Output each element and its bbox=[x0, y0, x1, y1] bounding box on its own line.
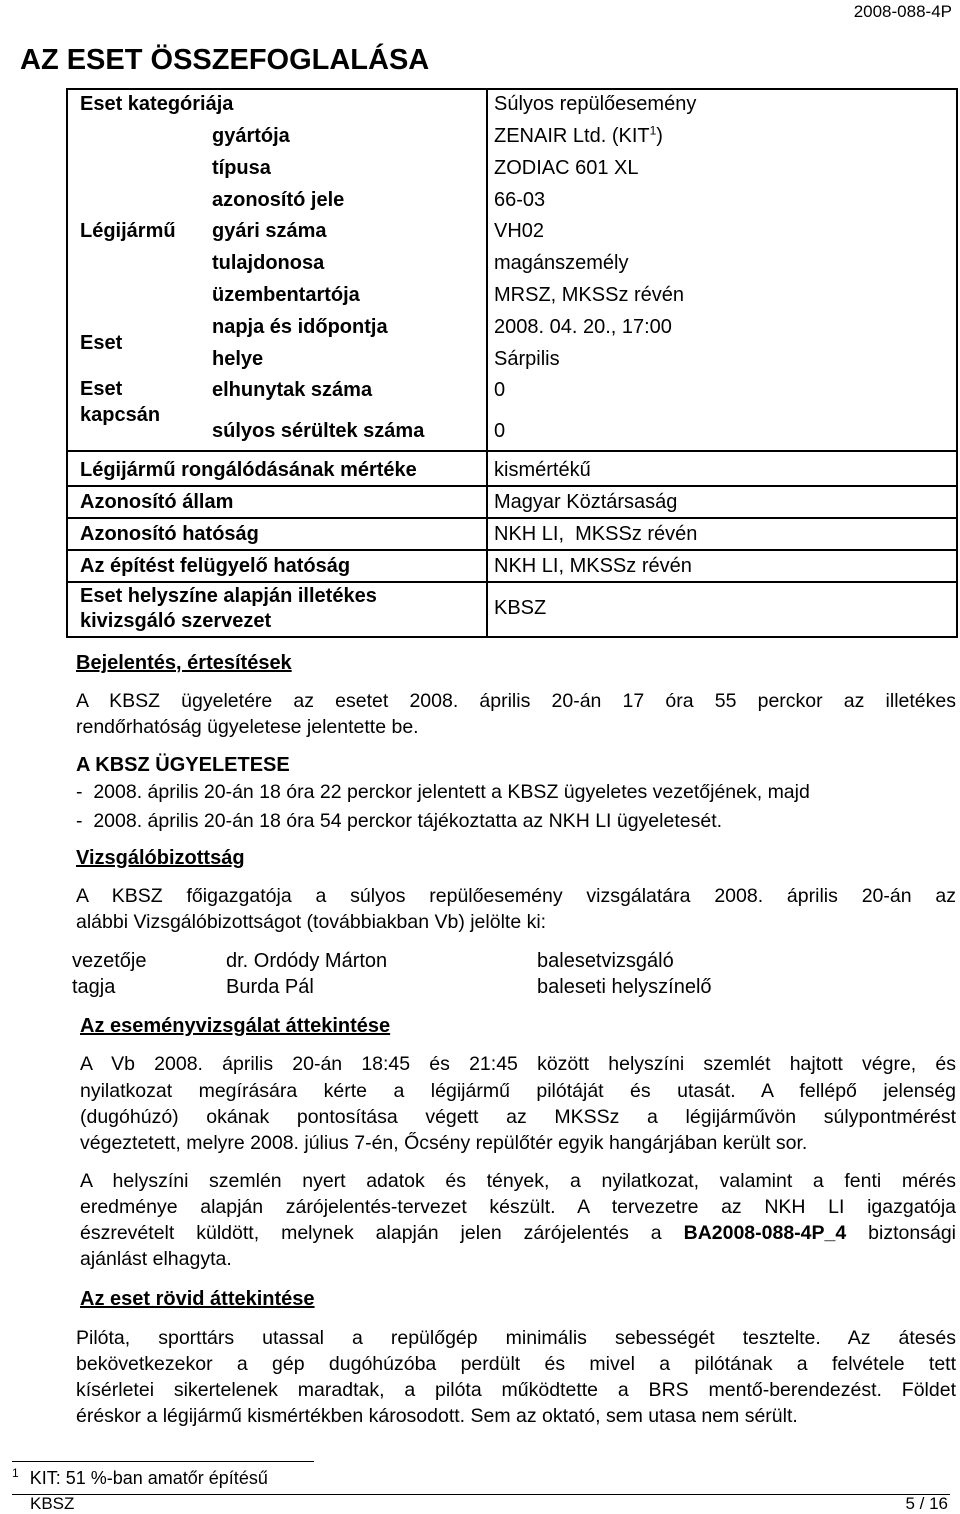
lower-row-value: NKH LI, MKSSz révén bbox=[494, 523, 698, 545]
event-row-value: 2008. 04. 20., 17:00 bbox=[494, 316, 672, 338]
member-name: Burda Pál bbox=[226, 976, 314, 998]
casualty-row-label: súlyos sérültek száma bbox=[212, 420, 425, 442]
event-row-value: Sárpilis bbox=[494, 348, 560, 370]
casualty-row-value: 0 bbox=[494, 420, 506, 442]
category-value: Súlyos repülőesemény bbox=[494, 93, 697, 115]
committee-paragraph-line: A KBSZ főigazgatója a súlyos repülőesemény vizsgálatára 2008. április 20-án az bbox=[76, 885, 956, 907]
notifications-heading: Bejelentés, értesítések bbox=[76, 652, 292, 674]
aircraft-row-label: típusa bbox=[212, 157, 271, 179]
overview-heading: Az eseményvizsgálat áttekintése bbox=[80, 1015, 391, 1037]
member-name: dr. Ordódy Márton bbox=[226, 950, 388, 972]
lower-row-label: Az építést felügyelő hatóság bbox=[80, 555, 351, 577]
overview-paragraph-line: végeztetett, melyre 2008. július 7-én, Őcsény repülőtér egyik hangárjában került sor. bbox=[80, 1132, 808, 1154]
overview-paragraph-line: (dugóhúzó) okának pontosítása végett az MKSSz a légijárművön súlypontmérést bbox=[80, 1106, 956, 1128]
brief-paragraph-line: bekövetkezekor a gép dugóhúzóba perdült és mivel a pilótának a felvétele tett bbox=[76, 1353, 956, 1375]
aircraft-label: Légijármű bbox=[80, 220, 176, 242]
last-row-label: kivizsgáló szervezet bbox=[80, 610, 272, 632]
committee-paragraph-line: alábbi Vizsgálóbizottságot (továbbiakban Vb) jelölte ki: bbox=[76, 911, 547, 933]
casualty-row-label: elhunytak száma bbox=[212, 379, 373, 401]
footnote bbox=[12, 1468, 268, 1489]
overview-paragraph-line: A Vb 2008. április 20-án 18:45 és 21:45 között helyszíni szemlét hajtott végre, és bbox=[80, 1053, 956, 1075]
lower-row-label: Azonosító állam bbox=[80, 491, 234, 513]
casualty-row-value: 0 bbox=[494, 379, 506, 401]
notifications-paragraph-line: A KBSZ ügyeletére az esetet 2008. április 20-án 17 óra 55 perckor az illetékes bbox=[76, 690, 956, 712]
footnote-ref: 1 bbox=[649, 123, 657, 138]
footnote-separator bbox=[12, 1461, 314, 1462]
aircraft-row-label: gyártója bbox=[212, 125, 290, 147]
member-function: baleseti helyszínelő bbox=[537, 976, 712, 998]
notifications-paragraph-line: rendőrhatóság ügyeletese jelentette be. bbox=[76, 716, 419, 738]
last-row-label: Eset helyszíne alapján illetékes bbox=[80, 585, 377, 607]
aircraft-row-label: gyári száma bbox=[212, 220, 327, 242]
footer-rule bbox=[12, 1494, 950, 1495]
duty-heading: A KBSZ ÜGYELETESE bbox=[76, 754, 290, 776]
aircraft-row-label: üzembentartója bbox=[212, 284, 360, 306]
category-label: Eset kategóriája bbox=[80, 93, 234, 115]
duty-item: - 2008. április 20-án 18 óra 54 perckor tájékoztatta az NKH LI ügyeletesét. bbox=[76, 810, 723, 832]
casualty-label: kapcsán bbox=[80, 404, 161, 426]
casualty-label: Eset bbox=[80, 378, 123, 400]
aircraft-row-value: ZENAIR Ltd. (KIT$^1$) bbox=[494, 123, 663, 147]
overview-paragraph-line: nyilatkozat megírására kérte a légijármű pilótáját és utasát. A fellépő jelenség bbox=[80, 1080, 956, 1102]
member-function: balesetvizsgáló bbox=[537, 950, 674, 972]
event-row-label: napja és időpontja bbox=[212, 316, 388, 338]
page-title: AZ ESET ÖSSZEFOGLALÁSA bbox=[20, 44, 430, 76]
brief-paragraph-line: éréskor a légijármű kismértékben károsodott. Sem az oktató, sem utasa nem sérült. bbox=[76, 1405, 798, 1427]
event-row-label: helye bbox=[212, 348, 264, 370]
last-row-value: KBSZ bbox=[494, 597, 547, 619]
document-id: 2008-088-4P bbox=[853, 2, 952, 21]
lower-row-value: Magyar Köztársaság bbox=[494, 491, 678, 513]
page-number: 5 / 16 bbox=[905, 1494, 948, 1513]
footnote-number: 1 bbox=[12, 1466, 19, 1480]
committee-heading: Vizsgálóbizottság bbox=[76, 847, 245, 869]
member-role: tagja bbox=[72, 976, 116, 998]
lower-row-value: kismértékű bbox=[494, 459, 591, 481]
brief-paragraph-line: Pilóta, sporttárs utassal a repülőgép minimális sebességét tesztelte. Az átesés bbox=[76, 1327, 956, 1349]
footer-left: KBSZ bbox=[30, 1494, 75, 1513]
overview-paragraph-line: A helyszíni szemlén nyert adatok és tények, a nyilatkozat, valamint a fenti mérés bbox=[80, 1170, 956, 1192]
aircraft-row-value: ZODIAC 601 XL bbox=[494, 157, 639, 179]
aircraft-row-value: VH02 bbox=[494, 220, 545, 242]
brief-heading: Az eset rövid áttekintése bbox=[80, 1288, 315, 1310]
aircraft-row-label: tulajdonosa bbox=[212, 252, 325, 274]
lower-row-label: Azonosító hatóság bbox=[80, 523, 259, 545]
lower-row-value: NKH LI, MKSSz révén bbox=[494, 555, 692, 577]
recommendation-id: BA2008-088-4P_4 bbox=[683, 1222, 847, 1244]
aircraft-row-label: azonosító jele bbox=[212, 189, 345, 211]
duty-item: - 2008. április 20-án 18 óra 22 perckor jelentett a KBSZ ügyeletes vezetőjének, majd bbox=[76, 781, 810, 803]
member-role: vezetője bbox=[72, 950, 147, 972]
aircraft-row-value: 66-03 bbox=[494, 189, 546, 211]
footnote-text: KIT: 51 %-ban amatőr építésű bbox=[29, 1468, 268, 1488]
event-label: Eset bbox=[80, 332, 123, 354]
aircraft-row-value: MRSZ, MKSSz révén bbox=[494, 284, 685, 306]
lower-row-label: Légijármű rongálódásának mértéke bbox=[80, 459, 417, 481]
overview-paragraph-line: eredménye alapján zárójelentés-tervezet készült. A tervezetre az NKH LI igazgatója bbox=[80, 1196, 956, 1218]
overview-paragraph-line: észrevételt küldött, melynek alapján jelen zárójelentés a BA2008-088-4P_4 biztonsági bbox=[80, 1222, 956, 1244]
overview-paragraph-line: ajánlást elhagyta. bbox=[80, 1248, 232, 1270]
aircraft-row-value: magánszemély bbox=[494, 252, 629, 274]
brief-paragraph-line: kísérletei sikertelenek maradtak, a pilóta működtette a BRS mentő-berendezést. Földet bbox=[76, 1379, 956, 1401]
